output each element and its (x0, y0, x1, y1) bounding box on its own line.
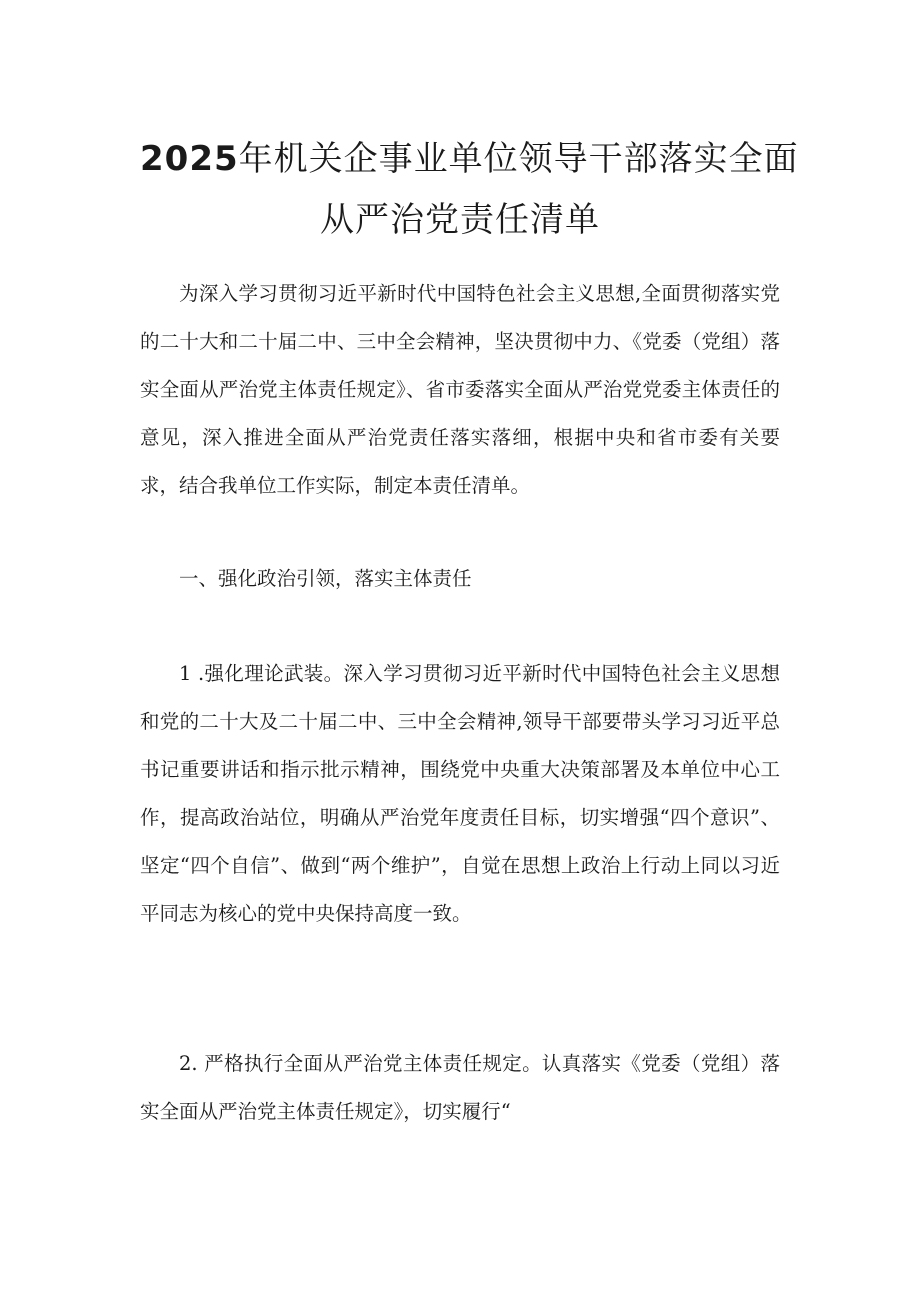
document-title-line2: 从严治党责任清单 (320, 200, 600, 240)
item-2-paragraph: 2. 严格执行全面从严治党主体责任规定。认真落实《党委（党组）落实全面从严治党主体责任规定》，切实履行“ (140, 1052, 780, 1123)
intro-paragraph: 为深入学习贯彻习近平新时代中国特色社会主义思想,全面贯彻落实党的二十大和二十届二中、三中全会精神，坚决贯彻中力、《党委（党组）落实全面从严治党主体责任规定》、省市委落实全面从严治党党委主体责任的意见，深入推进全面从严治党责任落实落细，根据中央和省市委有关要求，结合我单位工作实际，制定本责任清单。 (140, 282, 780, 497)
section-heading-1: 一、强化政治引领，落实主体责任 (179, 567, 472, 590)
item-1-paragraph: 1 .强化理论武装。深入学习贯彻习近平新时代中国特色社会主义思想和党的二十大及二十届二中、三中全会精神,领导干部要带头学习习近平总书记重要讲话和指示批示精神，围绕党中央重大决策部署及本单位中心工作，提高政治站位，明确从严治党年度责任目标，切实增强“四个意识”、坚定“四个自信”、做到“两个维护”，自觉在思想上政治上行动上同以习近平同志为核心的党中央保持高度一致。 (140, 662, 780, 925)
document-title-line1 (140, 131, 799, 180)
title-line1-text: 年机关企事业单位领导干部落实全面 (238, 139, 799, 179)
title-year: 2025 (140, 139, 239, 179)
